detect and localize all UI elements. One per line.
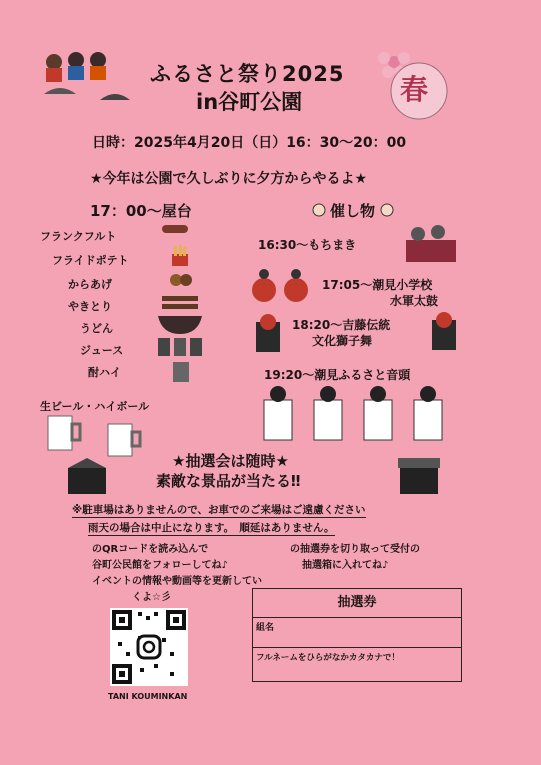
page-title: ふるさと祭り2025 xyxy=(150,62,345,86)
food-item: フライドポテト xyxy=(52,254,129,267)
food-item: うどん xyxy=(80,322,113,335)
spring-badge-text: 春 xyxy=(400,73,429,106)
festival-dolls-illustration xyxy=(40,48,130,110)
ticket-title: 抽選券 xyxy=(253,589,461,618)
food-item: やきとり xyxy=(68,300,112,313)
page-subtitle: in谷町公園 xyxy=(196,90,303,114)
pointing-hand-icon xyxy=(378,202,396,218)
event-item: 18:20～吉藤伝統 xyxy=(292,318,391,332)
chuhai-can-icon xyxy=(170,360,194,384)
udon-bowl-icon xyxy=(156,310,204,336)
dancers-illustration xyxy=(258,384,458,444)
food-item: からあげ xyxy=(68,278,112,291)
qr-info-text: のQRコードを読み込んで 谷町公民館をフォローしてね♪ イベントの情報や動画等を更新してい くよ☆彡 xyxy=(92,544,262,603)
notice-rain: 雨天の場合は中止になります。 順延はありません。 xyxy=(88,522,335,534)
event-item: 16:30～もちまき xyxy=(258,238,357,252)
karaage-icon xyxy=(168,270,194,290)
event-item-sub: 文化獅子舞 xyxy=(312,334,373,348)
qr-caption: TANI KOUMINKAN xyxy=(108,692,188,701)
ticket-name-field[interactable]: 組名 xyxy=(253,618,461,648)
events-heading: 催し物 xyxy=(330,202,376,220)
event-item: 19:20～潮見ふるさと音頭 xyxy=(264,368,411,382)
lottery-box-icon xyxy=(64,456,110,498)
taiko-drummers-icon xyxy=(250,266,316,312)
lottery-ticket xyxy=(252,588,462,682)
event-item: 17:05～潮見小学校 xyxy=(322,278,433,292)
food-item: 酎ハイ xyxy=(88,366,121,379)
lottery-line-2: 素敵な景品が当たる‼ xyxy=(156,472,301,490)
drinks-label: 生ビール・ハイボール xyxy=(40,400,150,413)
beer-mug-icon xyxy=(44,410,84,454)
pointing-hand-icon xyxy=(310,202,328,218)
event-date: 日時：2025年4月20日（日）16：30～20：00 xyxy=(92,135,407,151)
mochimaki-icon xyxy=(404,222,458,264)
shishimai-icon xyxy=(428,310,460,354)
notice-parking: ※駐車場はありませんので、お車でのご来場はご遠慮ください xyxy=(72,504,366,516)
food-item: ジュース xyxy=(80,344,124,357)
event-item-sub: 水軍太鼓 xyxy=(390,294,439,308)
highball-mug-icon xyxy=(104,420,144,460)
gift-icon xyxy=(396,448,442,498)
yakitori-icon xyxy=(160,292,200,312)
qr-code[interactable] xyxy=(110,608,188,686)
ticket-fullname-field[interactable]: フルネームをひらがなかカタカナで！ xyxy=(256,653,400,663)
sausage-icon xyxy=(160,222,190,236)
food-item: フランクフルト xyxy=(40,230,117,243)
lottery-line-1: ★抽選会は随時★ xyxy=(172,452,289,470)
ticket-info-text: の抽選券を切り取って受付の 抽選箱に入れてね♪ xyxy=(290,544,420,571)
fries-icon xyxy=(168,244,192,268)
shishimai-icon xyxy=(252,312,284,356)
tagline: ★今年は公園で久しぶりに夕方からやるよ★ xyxy=(90,171,368,187)
food-heading: 17：00～屋台 xyxy=(90,202,192,220)
juice-cans-icon xyxy=(156,336,206,358)
